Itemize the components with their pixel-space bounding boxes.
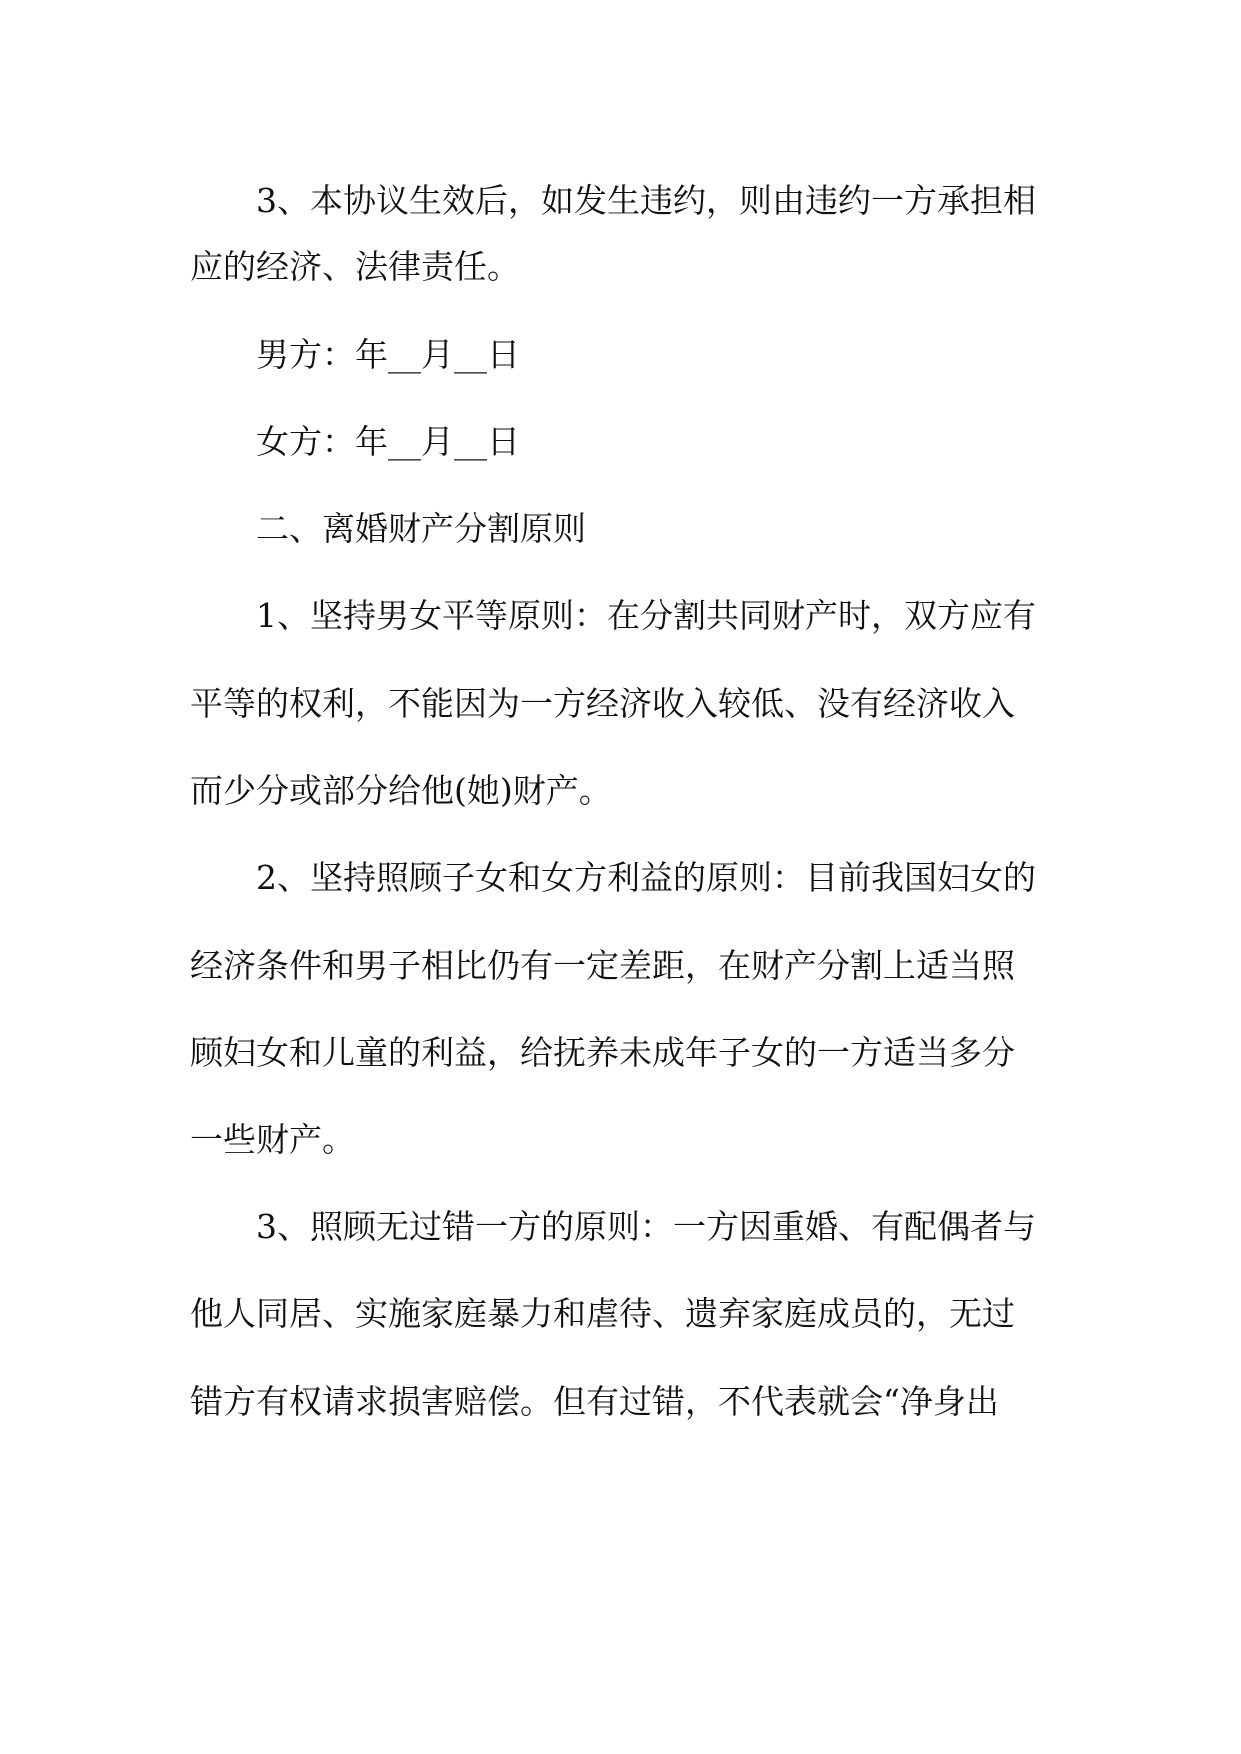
text-line: 应的经济、法律责任。 bbox=[190, 247, 520, 286]
text-line: 3、照顾无过错一方的原则：一方因重婚、有配偶者与 bbox=[256, 1207, 1036, 1246]
text-line: 错方有权请求损害赔偿。但有过错，不代表就会“净身出 bbox=[190, 1382, 999, 1421]
text-line: 经济条件和男子相比仍有一定差距，在财产分割上适当照 bbox=[190, 946, 1015, 985]
text-line: 而少分或部分给他(她)财产。 bbox=[190, 771, 612, 810]
text-line: 平等的权利，不能因为一方经济收入较低、没有经济收入 bbox=[190, 684, 1015, 723]
signature-line-female: 女方：年__月__日 bbox=[256, 422, 520, 461]
text-line: 一些财产。 bbox=[190, 1120, 355, 1159]
text-line: 2、坚持照顾子女和女方利益的原则：目前我国妇女的 bbox=[256, 858, 1036, 897]
signature-line-male: 男方：年__月__日 bbox=[256, 335, 520, 374]
text-line: 他人同居、实施家庭暴力和虐待、遗弃家庭成员的，无过 bbox=[190, 1294, 1015, 1333]
text-line: 1、坚持男女平等原则：在分割共同财产时，双方应有 bbox=[256, 596, 1036, 635]
text-line: 顾妇女和儿童的利益，给抚养未成年子女的一方适当多分 bbox=[190, 1033, 1015, 1072]
section-heading: 二、离婚财产分割原则 bbox=[256, 509, 586, 548]
text-line: 3、本协议生效后，如发生违约，则由违约一方承担相 bbox=[256, 181, 1036, 220]
